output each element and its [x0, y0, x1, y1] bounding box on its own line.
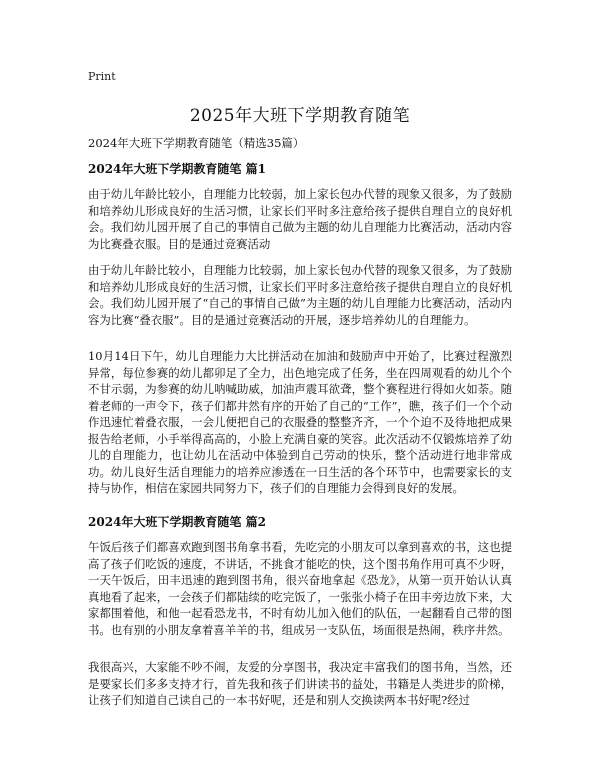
- page-title: 2025年大班下学期教育随笔: [189, 106, 411, 126]
- print-link[interactable]: Print: [88, 70, 116, 83]
- paragraph-1-3: 10月14日下午，幼儿自理能力大比拼活动在加油和鼓励声中开始了，比赛过程激烈异常，每位参赛的幼儿都卯足了全力，出色地完成了任务，坐在四周观看的幼儿个个不甘示弱，为参赛的幼儿呐喊助威，加油声震耳欲聋，整个赛程进行得如火如荼。随着老师的一声令下，孩子们都井然有序的开始了自己的“工作”，瞧，孩子们一个个动作迅速忙着叠衣服，一会儿便把自己的衣服叠的整整齐齐，一个个迫不及待地把成果报告给老师，小手举得高高的，小脸上充满自豪的笑容。此次活动不仅锻炼培养了幼儿的自理能力，也让幼儿在活动中体验到自己劳动的快乐，整个活动进行地非常成功。幼儿良好生活自理能力的培养应渗透在一日生活的各个环节中，也需要家长的支持与协作，相信在家园共同努力下，孩子们的自理能力会得到良好的发展。: [88, 349, 512, 495]
- section-heading-1: 2024年大班下学期教育随笔 篇1: [88, 162, 266, 176]
- paragraph-2-2: 我很高兴，大家能不吵不闹，友爱的分享图书，我决定丰富我们的图书角，当然，还是要家长们多多支持才行，首先我和孩子们讲读书的益处，书籍是人类进步的阶梯，让孩子们知道自己读自己的一本书好呢，还是和别人交换读两本书好呢?经过: [88, 660, 512, 707]
- paragraph-1-2: 由于幼儿年龄比较小，自理能力比较弱，加上家长包办代替的现象又很多，为了鼓励和培养幼儿形成良好的生活习惯，让家长们平时多注意给孩子提供自理自立的良好机会。我们幼儿园开展了“自己的事情自己做”为主题的幼儿自理能力比赛活动，活动内容为比赛“叠衣服”。目的是通过竞赛活动的开展，逐步培养幼儿的自理能力。: [88, 263, 512, 327]
- document-subtitle: 2024年大班下学期教育随笔（精选35篇）: [88, 136, 305, 150]
- section-heading-2: 2024年大班下学期教育随笔 篇2: [88, 515, 266, 529]
- paragraph-2-1: 午饭后孩子们都喜欢跑到图书角拿书看，先吃完的小朋友可以拿到喜欢的书，这也提高了孩子们吃饭的速度，不讲话，不挑食才能吃的快，这个图书角作用可真不少呀，一天午饭后，田丰迅速的跑到图书角，很兴奋地拿起《恐龙》，从第一页开始认认真真地看了起来，一会孩子们都陆续的吃完饭了，一张张小椅子在田丰旁边放下来，大家都围着他，和他一起看恐龙书，不时有幼儿加入他们的队伍，一起翻看自己带的图书。也有别的小朋友拿着喜羊羊的书，组成另一支队伍，场面很是热闹，秩序井然。: [88, 540, 512, 637]
- paragraph-1-1: 由于幼儿年龄比较小，自理能力比较弱，加上家长包办代替的现象又很多，为了鼓励和培养幼儿形成良好的生活习惯，让家长们平时多注意给孩子提供自理自立的良好机会。我们幼儿园开展了自己的事情自己做为主题的幼儿自理能力比赛活动，活动内容为比赛叠衣服。目的是通过竞赛活动: [88, 187, 512, 251]
